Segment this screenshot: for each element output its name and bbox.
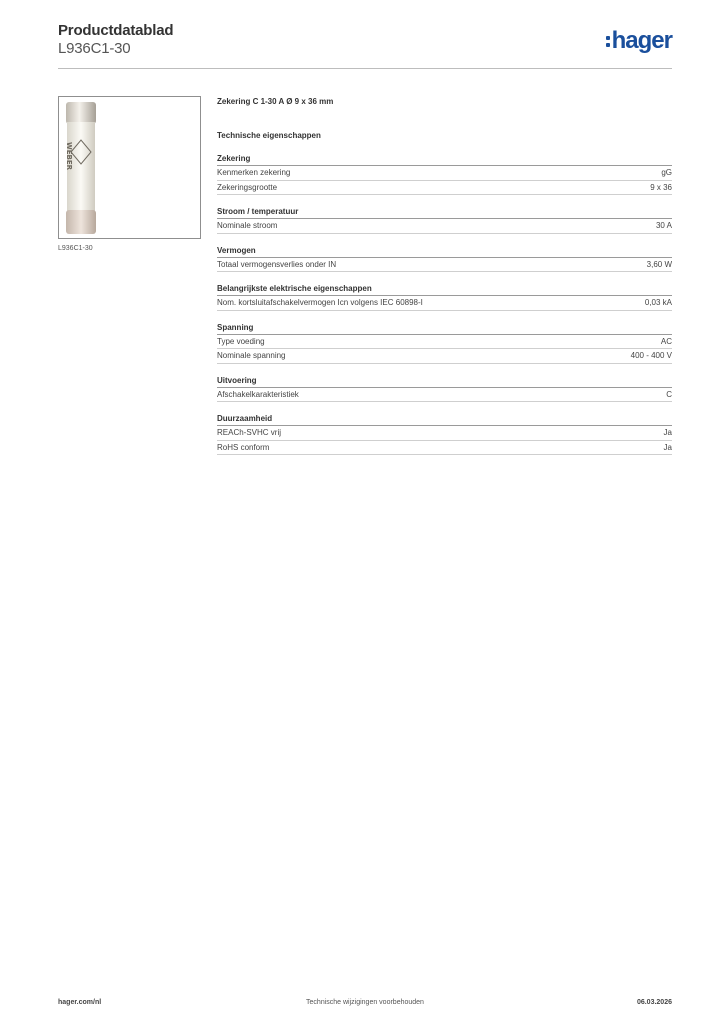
- row-value: Ja: [663, 442, 672, 452]
- row-value: 30 A: [655, 221, 672, 230]
- table-row: [217, 296, 672, 311]
- page-header: [58, 22, 672, 68]
- footer-date: 06.03.2026: [636, 999, 672, 1006]
- document-title: Productdatablad: [58, 22, 174, 39]
- fuse-cartridge-image: [63, 100, 99, 236]
- row-label: Type voeding: [217, 336, 265, 346]
- row-value: C: [666, 389, 672, 399]
- row-label: RoHS conform: [217, 442, 270, 452]
- product-details: [217, 96, 672, 455]
- logo-text: hager: [611, 27, 672, 54]
- section-zekering: [217, 152, 672, 195]
- section-title: Uitvoering: [217, 374, 672, 388]
- row-value: 3,60 W: [646, 259, 672, 269]
- table-row: [217, 426, 672, 441]
- table-row: [217, 258, 672, 273]
- section-title: Spanning: [217, 321, 672, 335]
- section-title: Duurzaamheid: [217, 412, 672, 426]
- row-label: Afschakelkarakteristiek: [217, 389, 299, 399]
- section-title: Zekering: [217, 152, 672, 166]
- section-title: Stroom / temperatuur: [217, 205, 672, 219]
- section-elektrische-eigenschappen: [217, 282, 672, 311]
- row-value: 9 x 36: [650, 182, 672, 192]
- table-row: [217, 441, 672, 456]
- row-value: 0,03 kA: [644, 298, 672, 307]
- row-label: Zekeringsgrootte: [217, 182, 278, 192]
- table-row: [217, 388, 672, 403]
- row-label: Nominale stroom: [217, 221, 278, 230]
- page-footer: [58, 999, 672, 1011]
- table-row: [217, 349, 672, 364]
- section-duurzaamheid: [217, 412, 672, 455]
- logo-dots-icon: [606, 36, 610, 47]
- section-title: Belangrijkste elektrische eigenschappen: [217, 282, 672, 296]
- row-label: Nominale spanning: [217, 351, 286, 360]
- svg-text:WEBER: WEBER: [65, 141, 73, 171]
- section-uitvoering: [217, 374, 672, 403]
- section-title: Vermogen: [217, 244, 672, 258]
- table-row: [217, 219, 672, 234]
- technical-heading: Technische eigenschappen: [217, 131, 321, 140]
- table-row: [217, 335, 672, 350]
- product-image-frame: [58, 96, 201, 239]
- section-spanning: [217, 321, 672, 364]
- section-stroom-temperatuur: [217, 205, 672, 234]
- table-row: [217, 166, 672, 181]
- row-value: gG: [661, 168, 672, 177]
- row-value: 400 - 400 V: [630, 351, 672, 360]
- section-vermogen: [217, 244, 672, 273]
- row-value: AC: [660, 336, 672, 346]
- hager-logo: [606, 28, 672, 54]
- footer-website: hager.com/nl: [58, 999, 102, 1006]
- row-label: Totaal vermogensverlies onder IN: [217, 259, 337, 269]
- row-value: Ja: [663, 428, 672, 437]
- footer-notice: Technische wijzigingen voorbehouden: [306, 999, 424, 1006]
- row-label: REACh-SVHC vrij: [217, 428, 282, 437]
- row-label: Kenmerken zekering: [217, 168, 291, 177]
- header-divider: [58, 68, 672, 69]
- product-code: L936C1-30: [58, 40, 131, 57]
- fuse-cartridge-icon: [63, 100, 99, 236]
- product-description: Zekering C 1-30 A Ø 9 x 36 mm: [217, 97, 334, 106]
- row-label: Nom. kortsluitafschakelvermogen Icn volgens IEC 60898-I: [217, 298, 423, 307]
- table-row: [217, 181, 672, 196]
- image-caption: L936C1-30: [58, 245, 93, 252]
